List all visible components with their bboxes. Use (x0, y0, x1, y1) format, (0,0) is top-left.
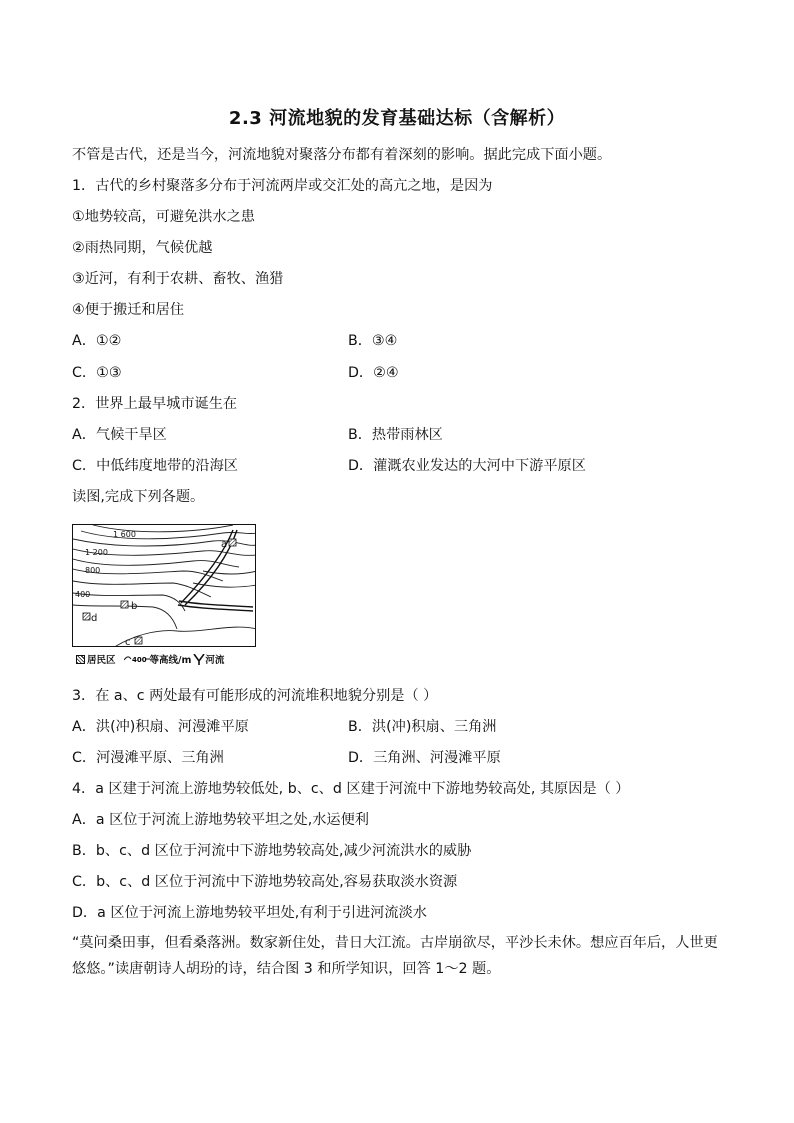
q2-option-c: C．中低纬度地带的沿海区 (72, 458, 238, 474)
q2-option-a: A．气候干旱区 (72, 427, 167, 443)
q2-stem: 2．世界上最早城市诞生在 (72, 396, 238, 412)
q1-stem: 1．古代的乡村聚落多分布于河流两岸或交汇处的高亢之地，是因为 (72, 178, 493, 194)
settlement-label-a: a (221, 539, 228, 550)
river-legend-icon (193, 654, 205, 665)
settlement-c-marker (135, 637, 142, 644)
settlement-label-d: d (91, 613, 98, 624)
q4-option-c: C．b、c、d 区位于河流中下游地势较高处,容易获取淡水资源 (72, 874, 458, 890)
q3-option-d: D．三角洲、河漫滩平原 (348, 750, 501, 766)
q4-stem: 4．a 区建于河流上游地势较低处, b、c、d 区建于河流中下游地势较高处, 其原因是（ ） (72, 781, 630, 797)
q3-option-b: B．洪(冲)积扇、三角洲 (348, 719, 497, 735)
settlement-a-marker (229, 539, 236, 546)
page-title: 2.3 河流地貌的发育基础达标（含解析） (228, 108, 566, 129)
q1-item-4: ④便于搬迁和居住 (72, 302, 185, 318)
q1-item-1: ①地势较高，可避免洪水之患 (72, 209, 255, 225)
settlement-d-marker (83, 613, 90, 620)
legend-contour-sample: 400 (131, 656, 147, 664)
contour-label-800: 800 (85, 566, 101, 575)
contour-legend-icon (124, 654, 150, 664)
q1-option-c: C．①③ (72, 365, 122, 381)
poem-passage: “莫问桑田事，但看桑落洲。数家新住处，昔日大江流。古岸崩欲尽，平沙长未休。想应百年后，人世更悠悠。”读唐朝诗人胡玢的诗，结合图 3 和所学知识，回答 1～2 题。 (72, 935, 718, 977)
q1-item-3: ③近河，有利于农耕、畜牧、渔猎 (72, 271, 284, 287)
intro-text: 不管是古代，还是当今，河流地貌对聚落分布都有着深刻的影响。据此完成下面小题。 (72, 147, 612, 163)
q1-option-b: B．③④ (348, 333, 398, 349)
q3-stem: 3．在 a、c 两处最有可能形成的河流堆积地貌分别是（ ） (72, 688, 438, 704)
contour-map (72, 524, 256, 647)
q1-item-2: ②雨热同期，气候优越 (72, 240, 213, 256)
q4-option-a: A．a 区位于河流上游地势较平坦之处,水运便利 (72, 812, 369, 828)
q1-option-a: A．①② (72, 333, 122, 349)
settlement-label-b: b (131, 601, 138, 612)
map-legend (76, 652, 260, 666)
settlement-label-c: c (125, 637, 131, 648)
contour-label-400: 400 (75, 590, 91, 599)
contour-map-figure (72, 524, 258, 668)
q3-option-a: A．洪(冲)积扇、河漫滩平原 (72, 719, 249, 735)
legend-contour-label: 等高线/m (149, 655, 192, 666)
q2-option-d: D．灌溉农业发达的大河中下游平原区 (348, 458, 586, 474)
legend-river-label: 河流 (205, 655, 225, 666)
q3-option-c: C．河漫滩平原、三角洲 (72, 750, 224, 766)
q1-option-d: D．②④ (348, 365, 399, 381)
contour-label-1200: 1 200 (85, 548, 108, 557)
contour-label-1600: 1 600 (113, 530, 136, 539)
contour-lines (73, 525, 256, 647)
river-channel (178, 530, 253, 611)
q2-option-b: B．热带雨林区 (348, 427, 443, 443)
legend-settlement-label: 居民区 (87, 655, 116, 666)
settlement-legend-icon (76, 655, 85, 664)
read-figure-instruction: 读图,完成下列各题。 (72, 489, 205, 505)
q4-option-d: D．a 区位于河流上游地势较平坦处,有利于引进河流淡水 (72, 905, 427, 921)
contour-map-drawing (73, 525, 256, 647)
q4-option-b: B．b、c、d 区位于河流中下游地势较高处,减少河流洪水的威胁 (72, 843, 472, 859)
settlement-b-marker (121, 601, 128, 608)
